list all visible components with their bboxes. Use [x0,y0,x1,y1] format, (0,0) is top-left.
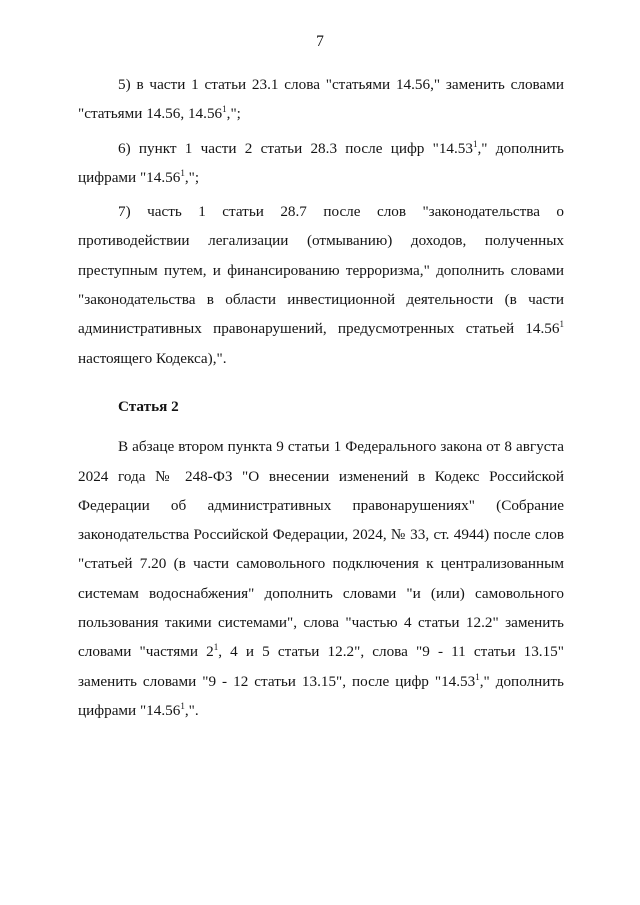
paragraph-text: настоящего Кодекса),". [78,349,227,367]
paragraph-text: ," дополнить цифрами "14.56 [78,672,564,719]
superscript: 1 [180,700,185,711]
paragraph-item-5 [78,70,564,129]
paragraph-text: ," дополнить цифрами "14.56 [78,139,564,186]
superscript: 1 [180,167,185,178]
page-number: 7 [316,33,324,50]
paragraph-article-2 [78,432,564,725]
superscript: 1 [222,104,227,115]
superscript: 1 [475,671,480,682]
paragraph-text: ,"; [184,168,200,186]
paragraph-text: 5) в части 1 статьи 23.1 слова "статьями 14.56," заменить словами "статьями 14.56, 14.56 [78,76,564,123]
superscript: 1 [473,138,478,149]
paragraph-text: ,". [184,701,199,719]
paragraph-text: В абзаце втором пункта 9 статьи 1 Федерального закона от 8 августа 2024 года № 248-ФЗ "О внесении изменений в Кодекс Российской Федерации об административных правонарушениях" (Собрание законодательства Российской Федерации, 2024, № 33, ст. 4944) после слов "статьей 7.20 (в части самовольного подключения к централизованным системам водоснабжения" дополнить словами "и (или) самовольного пользования такими системами", слова "частью 4 статьи 12.2" заменить словами "частями 2 [78,438,564,661]
superscript: 1 [559,319,564,330]
paragraph-item-7 [78,197,564,373]
article-heading: Статья 2 [118,397,179,415]
document-body [78,70,564,725]
superscript: 1 [213,642,219,653]
paragraph-item-6 [78,134,564,193]
paragraph-text: ,"; [226,105,241,123]
paragraph-text: 7) часть 1 статьи 28.7 после слов "законодательства о противодействии легализации (отмыванию) доходов, полученных преступным путем, и финансированию терроризма," дополнить словами "законодательства в области инвестиционной деятельности (в части административных правонарушений, предусмотренных статьей 14.56 [78,203,564,338]
paragraph-text: , 4 и 5 статьи 12.2", слова "9 - 11 статьи 13.15" заменить словами "9 - 12 статьи 13.15", после цифр "14.53 [78,643,564,690]
paragraph-text: 6) пункт 1 части 2 статьи 28.3 после цифр "14.53 [118,139,473,157]
